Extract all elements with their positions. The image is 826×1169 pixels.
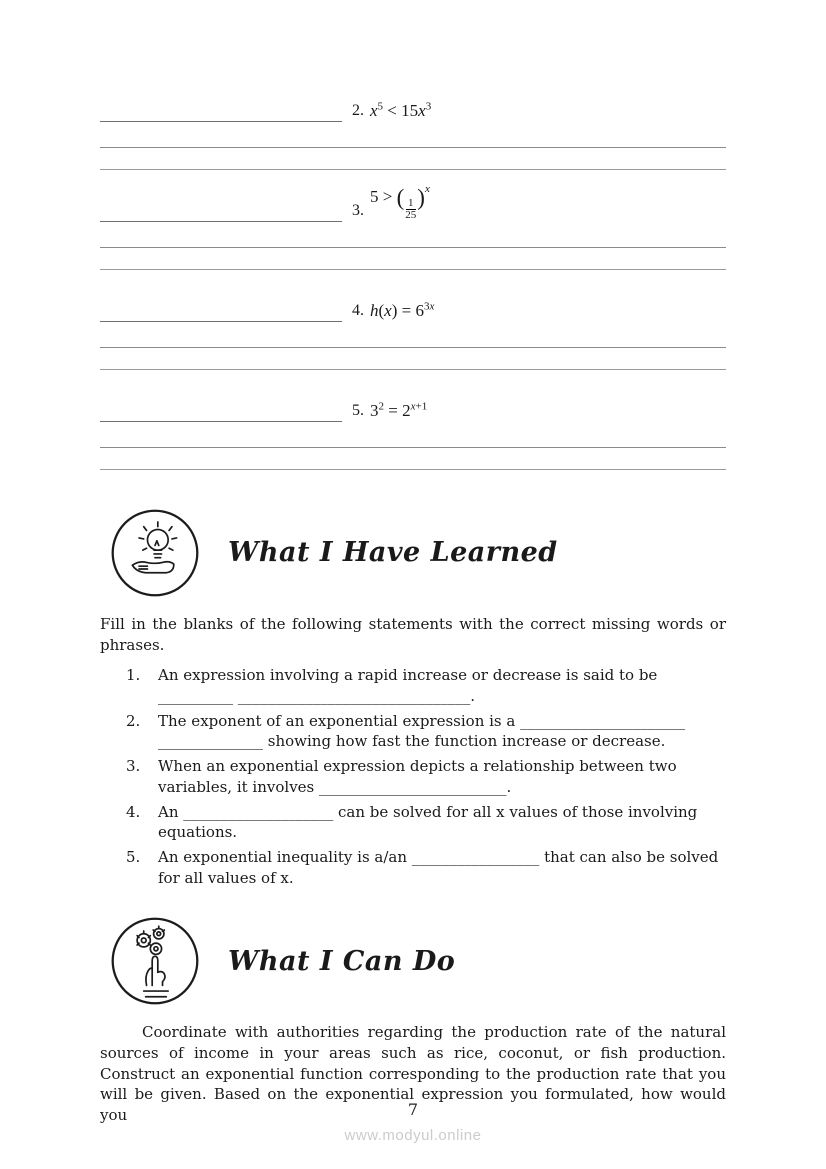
writing-line	[100, 448, 726, 470]
instructions-text: Fill in the blanks of the following statements with the correct missing words or phrases.	[100, 615, 726, 654]
item-number: 4.	[352, 301, 364, 319]
exercise-item-3	[100, 182, 726, 270]
math-expression: $x^5 < 15x^3$	[370, 99, 432, 120]
writing-line	[100, 248, 726, 270]
answer-blank	[100, 303, 342, 322]
section-title: What I Have Learned	[228, 537, 558, 569]
exercise-section	[100, 96, 726, 470]
item-number: 5.	[352, 401, 364, 419]
list-item	[126, 665, 726, 706]
list-item-number: 4.	[126, 802, 141, 821]
writing-line	[100, 426, 726, 448]
answer-blank	[100, 103, 342, 122]
activity-paragraph: Coordinate with authorities regarding the production rate of the natural sources of income in your areas such as rice, coconut, or fish production. Construct an exponential function corresponding to the production rate that you will be given. Based on the exponential expression you formulated, how would you	[100, 1023, 726, 1124]
writing-line	[100, 148, 726, 170]
writing-line	[100, 126, 726, 148]
list-item-number: 1.	[126, 666, 141, 685]
section-header	[108, 506, 726, 600]
writing-line	[100, 226, 726, 248]
exercise-row	[100, 182, 726, 222]
list-item	[126, 847, 726, 888]
answer-blank	[100, 203, 342, 222]
what-i-have-learned-section	[100, 506, 726, 888]
exercise-item-4	[100, 296, 726, 370]
lightbulb-hand-icon	[108, 506, 202, 600]
list-item-text: An ____________________ can be solved for all x values of those involving equations.	[158, 802, 698, 842]
exercise-row	[100, 296, 726, 322]
footer-url: www.modyul.online	[344, 1127, 482, 1145]
list-item-number: 5.	[126, 847, 141, 866]
writing-line	[100, 348, 726, 370]
list-item-text: An exponential inequality is a/an _________________ that can also be solved for all values of x.	[158, 847, 719, 887]
exercise-item-5	[100, 396, 726, 470]
writing-line	[100, 326, 726, 348]
list-item-number: 3.	[126, 757, 141, 776]
item-number: 2.	[352, 101, 364, 119]
list-item-text: When an exponential expression depicts a relationship between two variables, it involves _________________________.	[158, 757, 677, 796]
page-number: 7	[407, 1099, 419, 1119]
section-header	[108, 914, 726, 1008]
exercise-row	[100, 96, 726, 122]
exercise-row	[100, 396, 726, 422]
gears-hand-icon	[108, 914, 202, 1008]
list-item-number: 2.	[126, 711, 141, 730]
what-i-can-do-section	[100, 914, 726, 1125]
math-expression: $h(x) = 6^{3x}$	[370, 299, 435, 320]
list-item	[126, 802, 726, 843]
list-item-text: The exponent of an exponential expression is a ______________________ ______________ showing how fast the function increase or decrease.	[158, 711, 686, 751]
exercise-item-2	[100, 96, 726, 170]
item-number: 3.	[352, 201, 364, 219]
math-expression: $3^2 = 2^{x+1}$	[370, 399, 428, 420]
list-item-text: An expression involving a rapid increase or decrease is said to be __________ _______________________________.	[158, 666, 658, 706]
list-item	[126, 711, 726, 752]
math-expression: 5 > ( $\frac{1}{25}$ )$^x$	[370, 182, 430, 222]
answer-blank	[100, 403, 342, 422]
fill-in-the-blanks-list	[100, 665, 726, 888]
section-title: What I Can Do	[228, 945, 456, 977]
list-item	[126, 756, 726, 797]
